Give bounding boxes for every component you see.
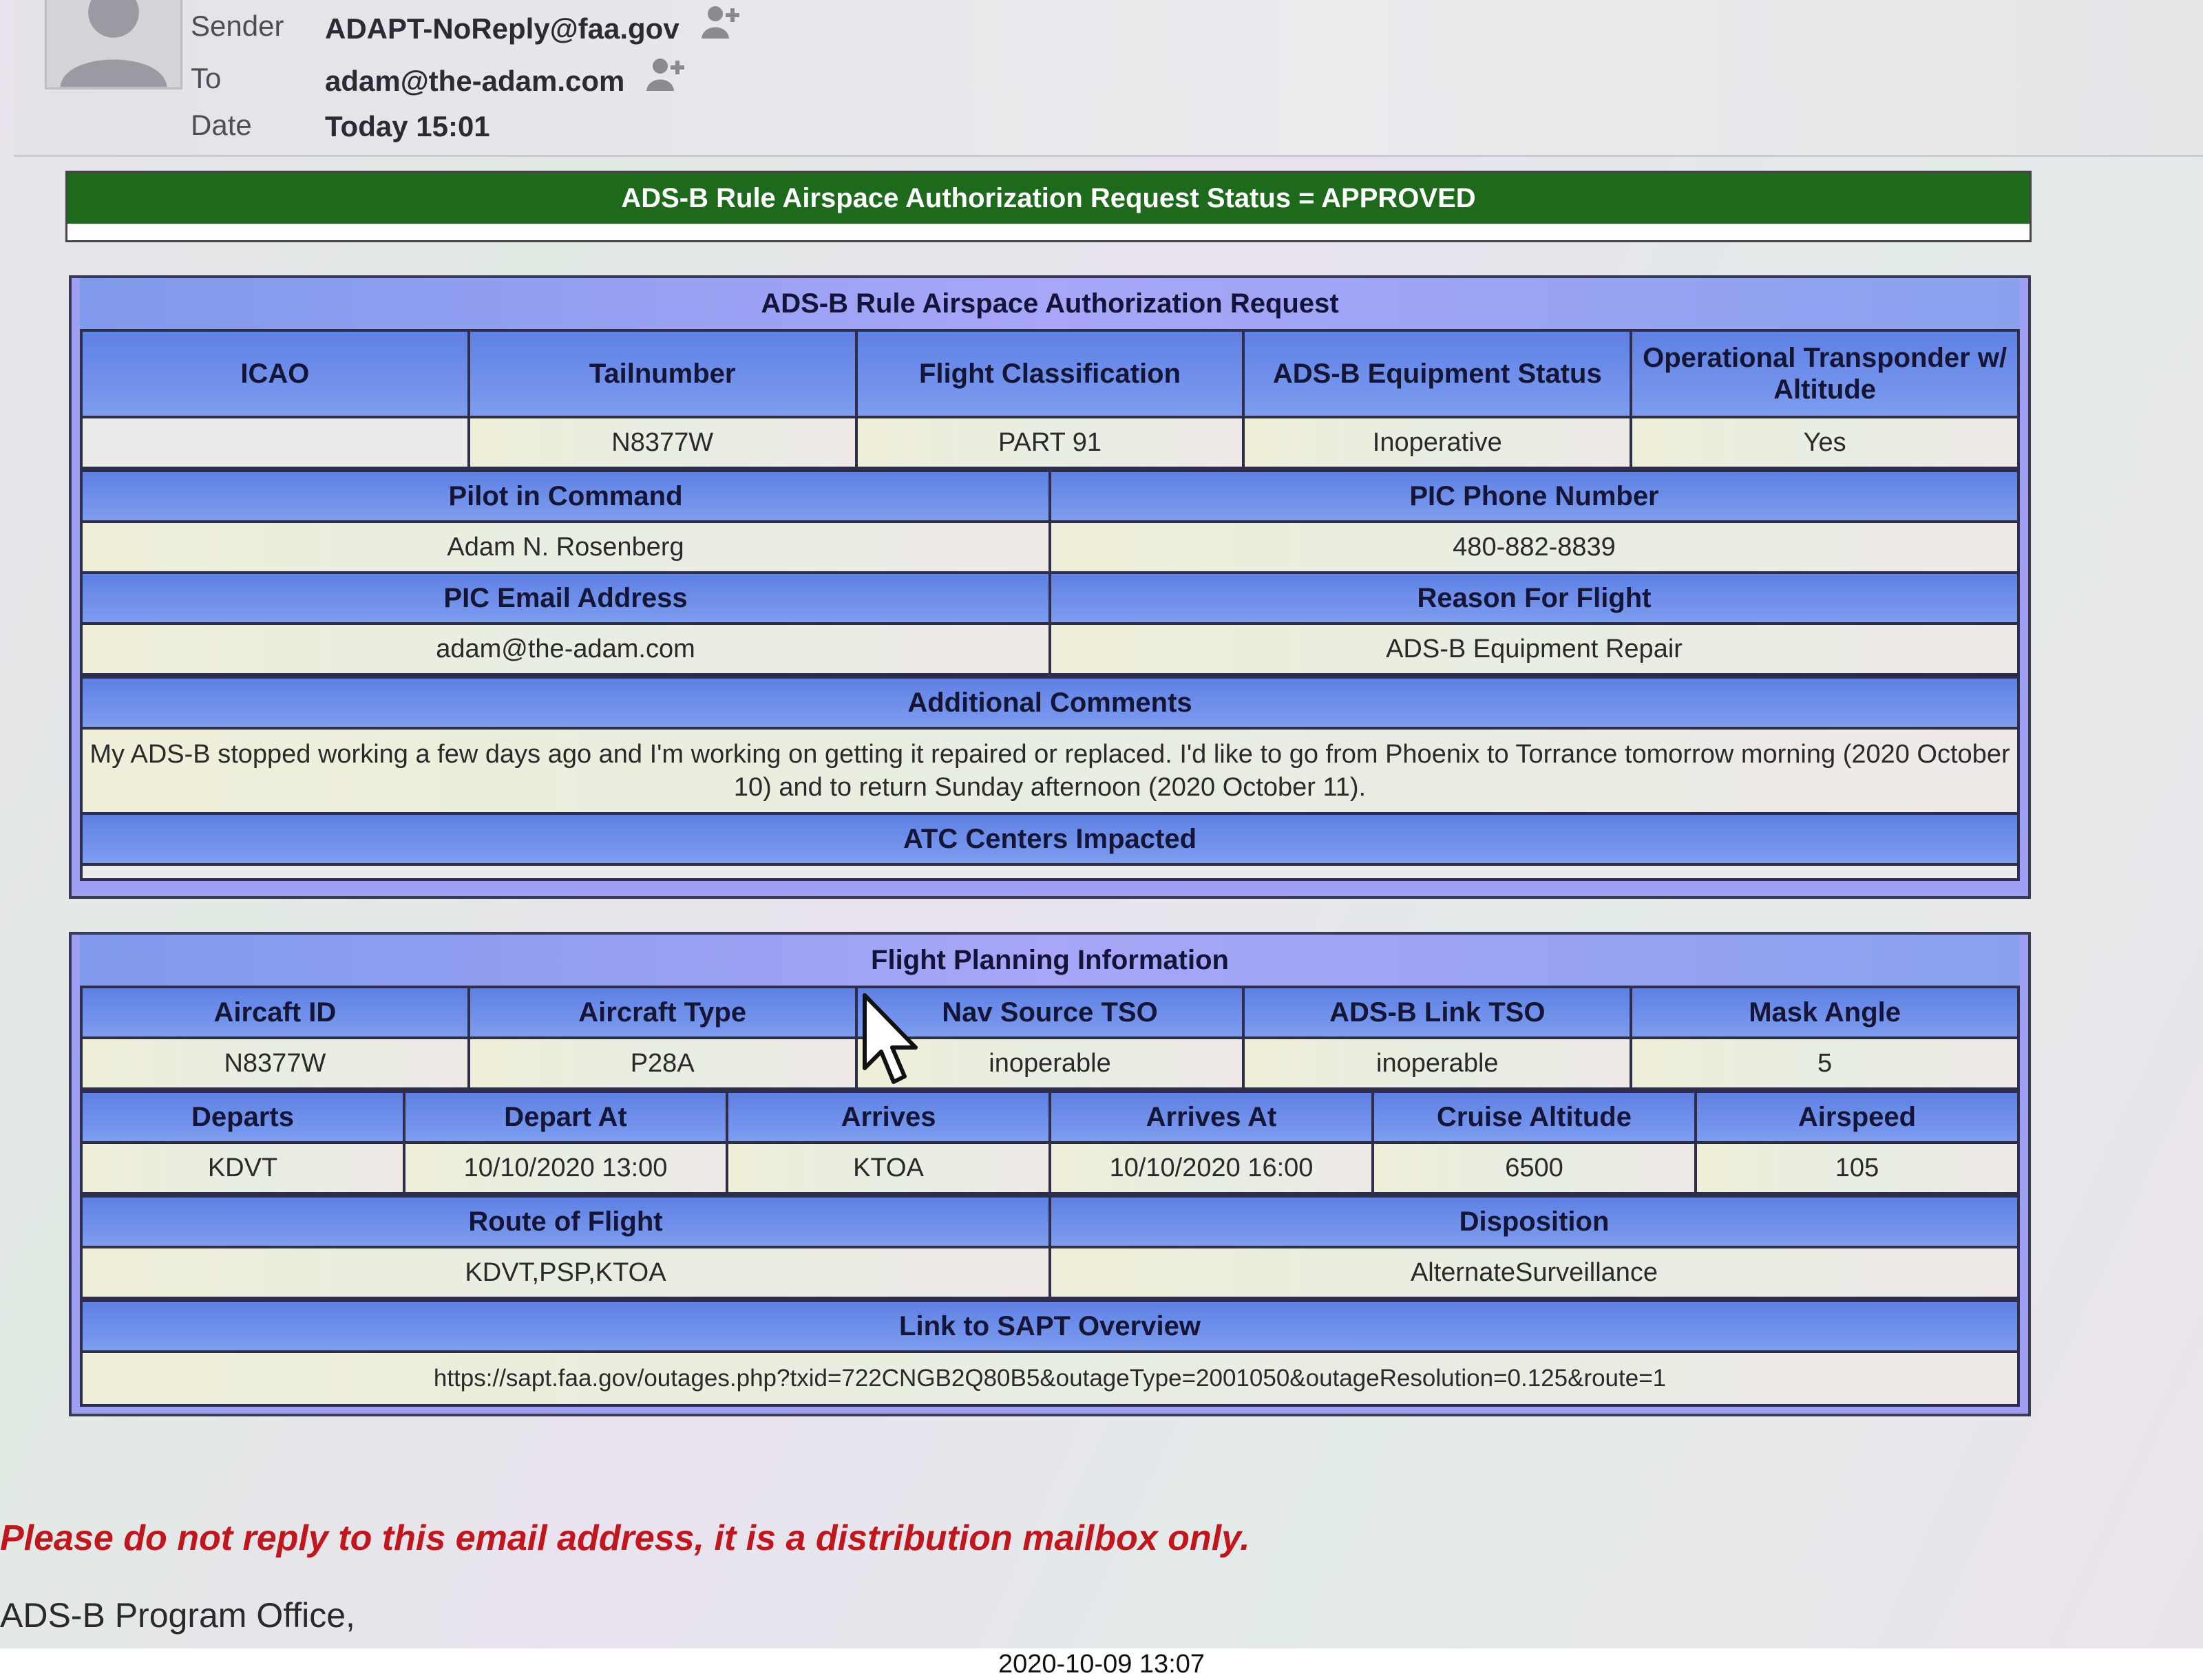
photo-timestamp: 2020-10-09 13:07	[998, 1650, 1205, 1679]
flight-planning-box	[69, 932, 2031, 1416]
request-pilot-table	[80, 469, 2020, 676]
planning-route-table	[80, 1090, 2020, 1195]
header-pilot-in-command: Pilot in Command	[81, 471, 1050, 522]
header-disposition: Disposition	[1050, 1196, 2018, 1247]
request-comments-table	[80, 676, 2020, 881]
header-flight-classification: Flight Classification	[856, 330, 1244, 417]
value-pic-phone: 480-882-8839	[1050, 522, 2018, 573]
header-aircraft-id: Aircaft ID	[81, 987, 469, 1038]
value-tailnumber: N8377W	[469, 417, 856, 468]
header-adsb-link-tso: ADS-B Link TSO	[1243, 987, 1631, 1038]
header-aircraft-type: Aircraft Type	[469, 987, 856, 1038]
request-aircraft-table	[80, 329, 2020, 469]
header-equipment-status: ADS-B Equipment Status	[1243, 330, 1631, 417]
value-airspeed: 105	[1696, 1142, 2018, 1193]
header-pic-phone: PIC Phone Number	[1050, 471, 2018, 522]
value-additional-comments: My ADS-B stopped working a few days ago and I'm working on getting it repaired or replaced. I'd like to go from Phoenix to Torrance tomorrow morning (2020 October 10) and to return Sunday afternoon (2020 October 11).	[81, 728, 2018, 814]
header-additional-comments: Additional Comments	[81, 677, 2018, 728]
value-arrives: KTOA	[727, 1142, 1050, 1193]
planning-disposition-table	[80, 1195, 2020, 1299]
header-airspeed: Airspeed	[1696, 1092, 2018, 1142]
planning-link-table	[80, 1299, 2020, 1407]
value-aircraft-id: N8377W	[81, 1038, 469, 1089]
header-transponder: Operational Transponder w/ Altitude	[1631, 330, 2018, 417]
value-atc-centers	[81, 864, 2018, 880]
email-header	[14, 0, 2203, 157]
header-tailnumber: Tailnumber	[469, 330, 856, 417]
add-contact-icon[interactable]	[699, 4, 743, 41]
header-departs: Departs	[81, 1092, 404, 1142]
recipient-address[interactable]: adam@the-adam.com	[325, 65, 625, 97]
status-text: ADS-B Rule Airspace Authorization Request Status = APPROVED	[67, 173, 2030, 224]
header-icao: ICAO	[81, 330, 469, 417]
value-mask-angle: 5	[1631, 1038, 2018, 1089]
header-arrives-at: Arrives At	[1050, 1092, 1373, 1142]
planning-title: Flight Planning Information	[80, 935, 2020, 986]
date-label: Date	[191, 109, 252, 141]
header-depart-at: Depart At	[404, 1092, 727, 1142]
value-arrives-at: 10/10/2020 16:00	[1050, 1142, 1373, 1193]
request-title: ADS-B Rule Airspace Authorization Request	[80, 278, 2020, 329]
value-nav-source-tso: inoperable	[856, 1038, 1244, 1089]
header-atc-centers: ATC Centers Impacted	[81, 814, 2018, 864]
value-flight-classification: PART 91	[856, 417, 1244, 468]
header-cruise-altitude: Cruise Altitude	[1373, 1092, 1696, 1142]
add-contact-icon[interactable]	[644, 56, 688, 94]
header-reason: Reason For Flight	[1050, 573, 2018, 624]
value-disposition: AlternateSurveillance	[1050, 1247, 2018, 1298]
header-nav-source-tso: Nav Source TSO	[856, 987, 1244, 1038]
header-pic-email: PIC Email Address	[81, 573, 1050, 624]
status-banner	[65, 171, 2032, 242]
sender-avatar	[45, 0, 182, 89]
value-depart-at: 10/10/2020 13:00	[404, 1142, 727, 1193]
value-route-of-flight: KDVT,PSP,KTOA	[81, 1247, 1050, 1298]
sender-label: Sender	[191, 10, 284, 42]
sapt-overview-link[interactable]: https://sapt.faa.gov/outages.php?txid=722CNGB2Q80B5&outageType=2001050&outageResolution=0.125&route=1	[81, 1352, 2018, 1405]
sender-address[interactable]: ADAPT-NoReply@faa.gov	[325, 12, 679, 45]
value-departs: KDVT	[81, 1142, 404, 1193]
value-reason: ADS-B Equipment Repair	[1050, 624, 2018, 674]
value-icao	[81, 417, 469, 468]
authorization-request-box	[69, 275, 2031, 899]
header-mask-angle: Mask Angle	[1631, 987, 2018, 1038]
value-pic-email: adam@the-adam.com	[81, 624, 1050, 674]
to-label: To	[191, 62, 222, 94]
planning-aircraft-table	[80, 986, 2020, 1090]
header-sapt-link: Link to SAPT Overview	[81, 1301, 2018, 1352]
value-aircraft-type: P28A	[469, 1038, 856, 1089]
value-adsb-link-tso: inoperable	[1243, 1038, 1631, 1089]
value-pilot-in-command: Adam N. Rosenberg	[81, 522, 1050, 573]
mouse-cursor	[861, 991, 924, 1087]
header-route-of-flight: Route of Flight	[81, 1196, 1050, 1247]
program-office-signature: ADS-B Program Office,	[0, 1596, 355, 1635]
date-value: Today 15:01	[325, 110, 490, 142]
value-equipment-status: Inoperative	[1243, 417, 1631, 468]
value-transponder: Yes	[1631, 417, 2018, 468]
value-cruise-altitude: 6500	[1373, 1142, 1696, 1193]
no-reply-warning: Please do not reply to this email address, it is a distribution mailbox only.	[0, 1518, 1250, 1558]
header-arrives: Arrives	[727, 1092, 1050, 1142]
